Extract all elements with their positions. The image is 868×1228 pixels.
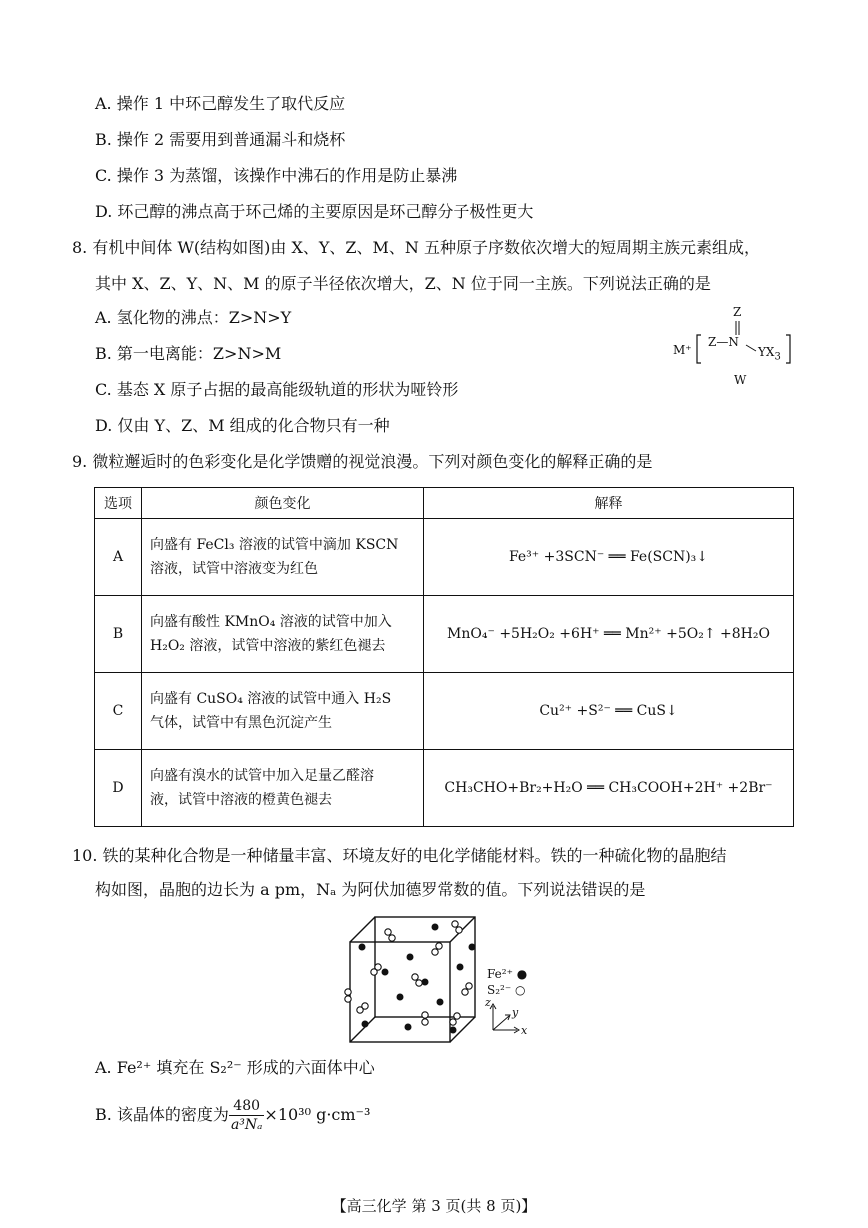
structure-label: W bbox=[734, 373, 747, 387]
q8-option-d: D. 仅由 Y、Z、M 组成的化合物只有一种 bbox=[95, 416, 390, 435]
q8-option-c: C. 基态 X 原子占据的最高能级轨道的形状为哑铃形 bbox=[95, 380, 459, 399]
row-option: B bbox=[95, 596, 142, 673]
q8-option-a: A. 氢化物的沸点：Z>N>Y bbox=[95, 308, 292, 327]
q8-option-b: B. 第一电离能：Z>N>M bbox=[95, 344, 282, 363]
row-change: 向盛有溴水的试管中加入足量乙醛溶 液，试管中溶液的橙黄色褪去 bbox=[142, 750, 424, 827]
crystal-legend bbox=[487, 966, 527, 998]
left-group: Z—N bbox=[708, 335, 739, 349]
q10-option-a: A. Fe²⁺ 填充在 S₂²⁻ 形成的六面体中心 bbox=[95, 1058, 375, 1077]
q8-structure-figure bbox=[668, 305, 808, 390]
cation-label: M⁺ bbox=[673, 343, 692, 357]
q10-option-b: B. 该晶体的密度为 $\frac{480}{\text{a³Nₐ}}$ ×10³⁰ g·cm⁻³ bbox=[95, 1098, 371, 1133]
row-change: 向盛有酸性 KMnO₄ 溶液的试管中加入 H₂O₂ 溶液，试管中溶液的紫红色褪去 bbox=[142, 596, 424, 673]
axis-y-label: y bbox=[512, 1006, 519, 1019]
row-option: A bbox=[95, 519, 142, 596]
q7-option-d: D. 环己醇的沸点高于环己烯的主要原因是环己醇分子极性更大 bbox=[95, 202, 534, 221]
table-row bbox=[95, 750, 794, 827]
table-header-row bbox=[95, 488, 794, 519]
row-explanation: MnO₄⁻ +5H₂O₂ +6H⁺ ══ Mn²⁺ +5O₂↑ +8H₂O bbox=[424, 596, 794, 673]
q8-stem-line1: 8. 有机中间体 W(结构如图)由 X、Y、Z、M、N 五种原子序数依次增大的短周期主族元素组成， bbox=[72, 238, 760, 257]
page-footer: 【高三化学 第 3 页(共 8 页)】 bbox=[331, 1197, 537, 1215]
q7-option-b: B. 操作 2 需要用到普通漏斗和烧杯 bbox=[95, 130, 346, 149]
axis-x-label: x bbox=[521, 1024, 528, 1037]
row-explanation: Fe³⁺ +3SCN⁻ ══ Fe(SCN)₃↓ bbox=[424, 519, 794, 596]
q10-stem-line1: 10. 铁的某种化合物是一种储量丰富、环境友好的电化学储能材料。铁的一种硫化物的晶胞结 bbox=[72, 846, 727, 865]
row-option: D bbox=[95, 750, 142, 827]
q7-option-a: A. 操作 1 中环己醇发生了取代反应 bbox=[95, 94, 346, 113]
row-change: 向盛有 CuSO₄ 溶液的试管中通入 H₂S 气体，试管中有黑色沉淀产生 bbox=[142, 673, 424, 750]
right-group: $YX_3$ bbox=[758, 345, 781, 363]
row-option: C bbox=[95, 673, 142, 750]
density-fraction: $\frac{480}{\text{a³Nₐ}}$ bbox=[230, 1098, 263, 1133]
row-explanation: Cu²⁺ +S²⁻ ══ CuS↓ bbox=[424, 673, 794, 750]
table-row bbox=[95, 519, 794, 596]
table-row bbox=[95, 596, 794, 673]
legend-fe: Fe²⁺ ● bbox=[487, 967, 528, 981]
q10-stem-line2: 构如图，晶胞的边长为 a pm，Nₐ 为阿伏加德罗常数的值。下列说法错误的是 bbox=[95, 880, 646, 899]
table-row bbox=[95, 673, 794, 750]
header-change: 颜色变化 bbox=[142, 488, 424, 519]
q8-stem-line2: 其中 X、Z、Y、N、M 的原子半径依次增大，Z、N 位于同一主族。下列说法正确的是 bbox=[95, 274, 711, 293]
header-option: 选项 bbox=[95, 488, 142, 519]
legend-s: S₂²⁻ ○ bbox=[487, 983, 526, 997]
q7-option-c: C. 操作 3 为蒸馏，该操作中沸石的作用是防止暴沸 bbox=[95, 166, 458, 185]
axes-indicator bbox=[485, 998, 530, 1040]
header-explanation: 解释 bbox=[424, 488, 794, 519]
row-change: 向盛有 FeCl₃ 溶液的试管中滴加 KSCN 溶液，试管中溶液变为红色 bbox=[142, 519, 424, 596]
q9-stem: 9. 微粒邂逅时的色彩变化是化学馈赠的视觉浪漫。下列对颜色变化的解释正确的是 bbox=[72, 452, 653, 471]
top-atom: Z bbox=[733, 305, 742, 319]
color-change-table bbox=[94, 487, 794, 827]
row-explanation: CH₃CHO+Br₂+H₂O ══ CH₃COOH+2H⁺ +2Br⁻ bbox=[424, 750, 794, 827]
axis-z-label: z bbox=[485, 996, 491, 1009]
